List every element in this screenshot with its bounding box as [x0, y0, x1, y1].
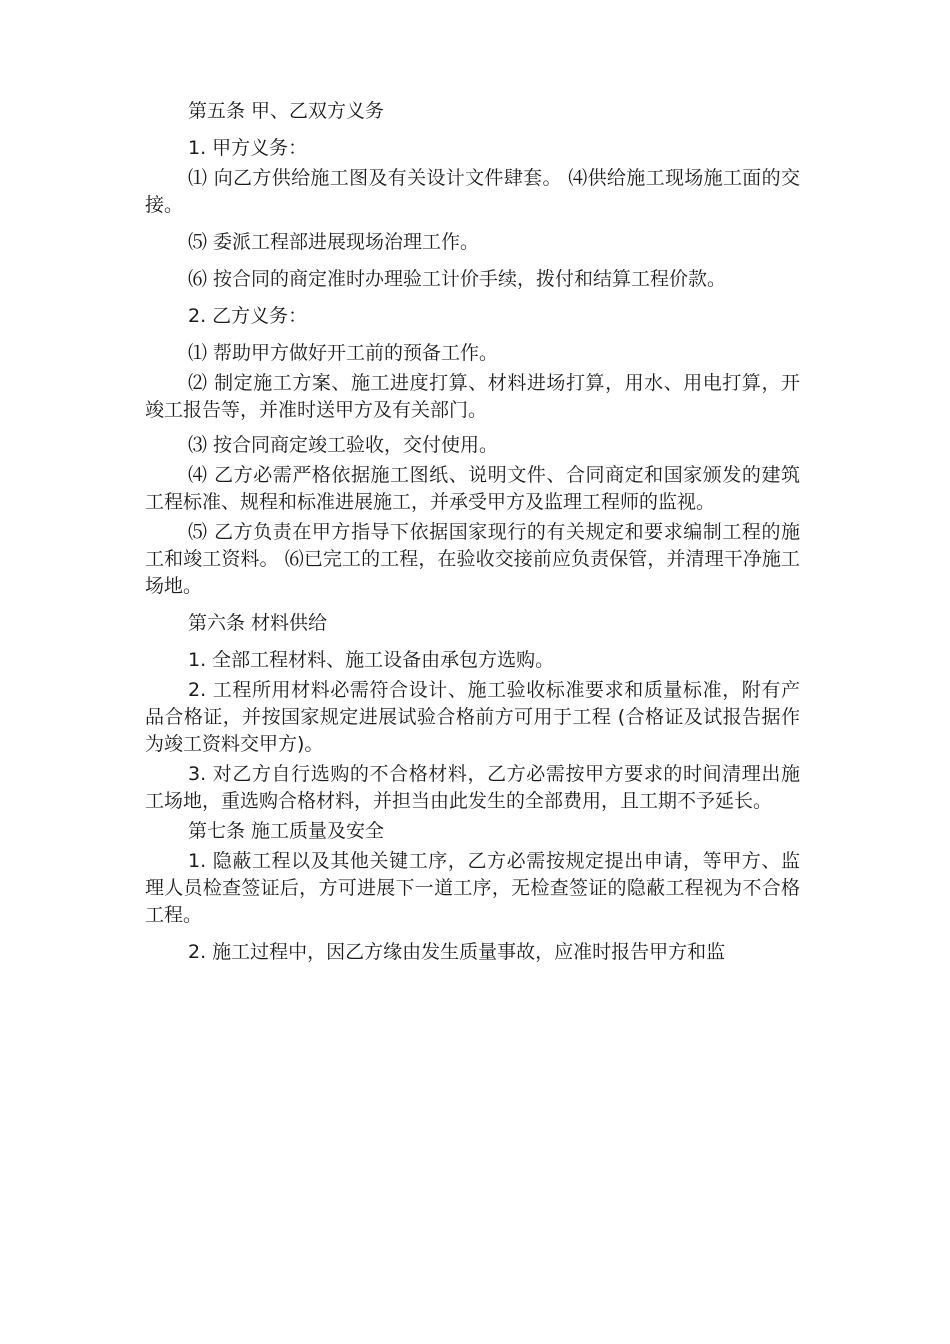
quality-item-1: 1. 隐蔽工程以及其他关键工序，乙方必需按规定提出申请，等甲方、监理人员检查签证后，方可进展下一道工序，无检查签证的隐蔽工程视为不合格工程。 [145, 850, 800, 926]
party-b-item-1: ⑴ 帮助甲方做好开工前的预备工作。 [188, 342, 499, 364]
party-b-obligations-heading: 2. 乙方义务： [188, 305, 308, 327]
quality-item-2: 2. 施工过程中，因乙方缘由发生质量事故，应准时报告甲方和监 [188, 941, 726, 963]
party-a-item-6: ⑹ 按合同的商定准时办理验工计价手续，拨付和结算工程价款。 [188, 268, 727, 290]
party-b-item-2: ⑵ 制定施工方案、施工进度打算、材料进场打算，用水、用电打算，开竣工报告等，并准时送甲方及有关部门。 [145, 372, 800, 421]
party-b-item-3: ⑶ 按合同商定竣工验收，交付使用。 [188, 434, 499, 456]
materials-item-3: 3. 对乙方自行选购的不合格材料，乙方必需按甲方要求的时间清理出施工场地，重选购合格材料，并担当由此发生的全部费用，且工期不予延长。 [145, 763, 800, 812]
party-a-item-5: ⑸ 委派工程部进展现场治理工作。 [188, 231, 480, 253]
materials-item-2: 2. 工程所用材料必需符合设计、施工验收标准要求和质量标准，附有产品合格证，并按国家规定进展试验合格前方可用于工程 (合格证及试报告据作为竣工资料交甲方)。 [145, 679, 800, 755]
party-a-obligations-heading: 1. 甲方义务： [188, 137, 308, 159]
party-a-item-1: ⑴ 向乙方供给施工图及有关设计文件肆套。 ⑷供给施工现场施工面的交接。 [145, 167, 800, 216]
party-b-item-4: ⑷ 乙方必需严格依据施工图纸、说明文件、合同商定和国家颁发的建筑工程标准、规程和标准进展施工，并承受甲方及监理工程师的监视。 [145, 464, 800, 513]
party-b-item-5: ⑸ 乙方负责在甲方指导下依据国家现行的有关规定和要求编制工程的施工和竣工资料。 ⑹已完工的工程，在验收交接前应负责保管，并清理干净施工场地。 [145, 521, 800, 597]
article-5-heading: 第五条 甲、乙双方义务 [188, 100, 385, 122]
article-6-heading: 第六条 材料供给 [188, 612, 328, 634]
document-body [145, 98, 800, 966]
article-7-heading: 第七条 施工质量及安全 [188, 820, 385, 842]
materials-item-1: 1. 全部工程材料、施工设备由承包方选购。 [188, 649, 555, 671]
